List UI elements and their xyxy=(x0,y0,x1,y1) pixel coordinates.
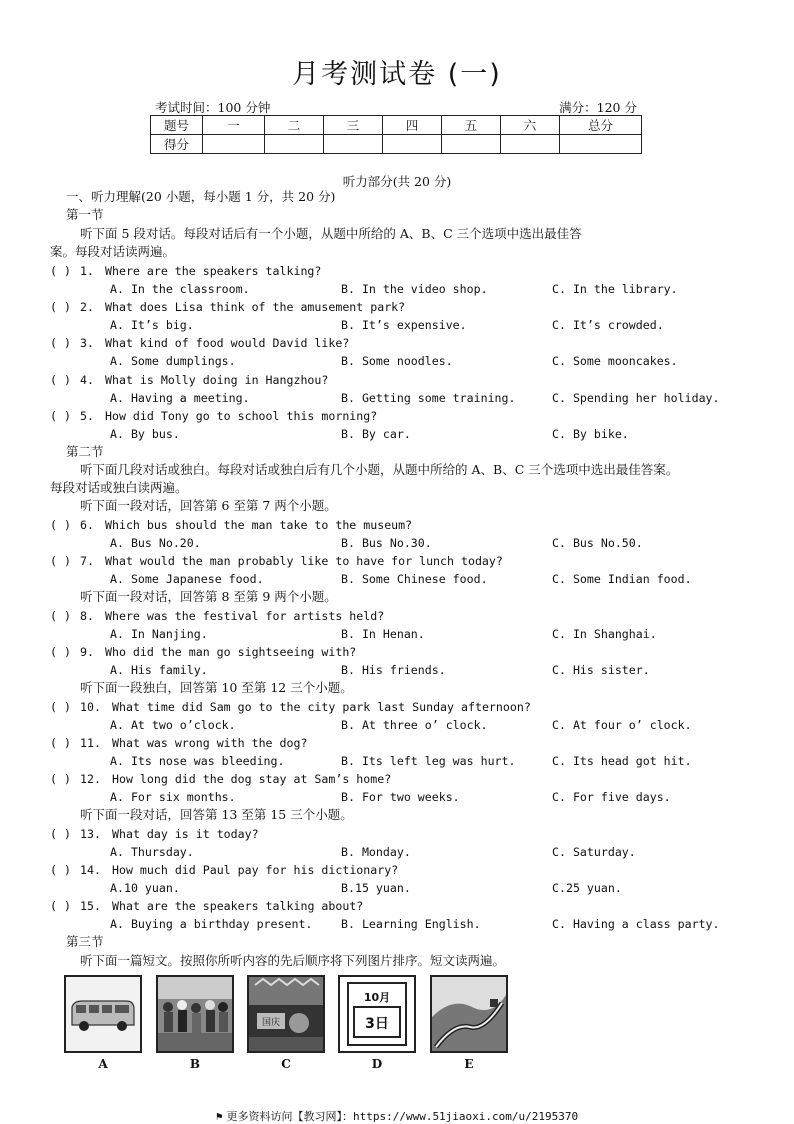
section-2-subheading: 听下面一段对话，回答第 6 至第 7 两个小题。 xyxy=(80,498,337,513)
option-a: A. Having a meeting. xyxy=(110,391,250,405)
option-b: B.15 yuan. xyxy=(341,881,411,895)
option-c: C. It’s crowded. xyxy=(552,318,664,332)
answer-blank[interactable]: ( ) xyxy=(50,863,71,877)
answer-blank[interactable]: ( ) xyxy=(50,700,71,714)
section-2-instructions: 听下面几段对话或独白。每段对话或独白后有几个小题，从题中所给的 A、B、C 三个选项中选出最佳答案。 xyxy=(80,462,679,477)
answer-blank[interactable]: ( ) xyxy=(50,645,71,659)
question-number: 5. xyxy=(80,409,94,423)
question-number: 7. xyxy=(80,554,94,568)
option-c: C. At four o’ clock. xyxy=(552,718,692,732)
score-table-header-row xyxy=(151,116,642,135)
score-cell: 得分 xyxy=(151,135,203,154)
section-2-subheading: 听下面一段对话，回答第 8 至第 9 两个小题。 xyxy=(80,589,337,604)
option-a: A.10 yuan. xyxy=(110,881,180,895)
question-number: 15. xyxy=(80,899,101,913)
picture-a xyxy=(64,975,142,1053)
option-a: A. At two o’clock. xyxy=(110,718,236,732)
picture-label: C xyxy=(281,1057,291,1071)
score-cell: 题号 xyxy=(151,116,203,135)
section-2-subheading: 听下面一段独白，回答第 10 至第 12 三个小题。 xyxy=(80,680,353,695)
score-input-cell[interactable] xyxy=(324,135,383,154)
question-number: 13. xyxy=(80,827,101,841)
score-input-cell[interactable] xyxy=(383,135,442,154)
footer-link[interactable]: 更多资料访问【教习网】：https://www.51jiaoxi.com/u/2195370 xyxy=(226,1110,579,1123)
question-number: 10. xyxy=(80,700,101,714)
question-text: How did Tony go to school this morning? xyxy=(105,409,378,423)
option-a: A. Buying a birthday present. xyxy=(110,917,313,931)
answer-blank[interactable]: ( ) xyxy=(50,373,71,387)
section-3-label: 第三节 xyxy=(66,934,104,949)
option-a: A. In Nanjing. xyxy=(110,627,208,641)
question-text: How long did the dog stay at Sam’s home? xyxy=(112,772,392,786)
question-text: What day is it today? xyxy=(112,827,259,841)
answer-blank[interactable]: ( ) xyxy=(50,554,71,568)
section-title: 听力部分(共 20 分) xyxy=(342,174,452,189)
question-text: How much did Paul pay for his dictionary? xyxy=(112,863,399,877)
score-table-row xyxy=(151,135,642,154)
section-2-subheading: 听下面一段对话，回答第 13 至第 15 三个小题。 xyxy=(80,807,353,822)
exam-time: 考试时间：100 分钟 xyxy=(155,100,271,115)
answer-blank[interactable]: ( ) xyxy=(50,336,71,350)
section-2-label: 第二节 xyxy=(66,444,104,459)
score-input-cell[interactable] xyxy=(265,135,324,154)
score-table xyxy=(150,115,642,154)
option-a: A. It’s big. xyxy=(110,318,194,332)
option-c: C. By bike. xyxy=(552,427,629,441)
celebration-icon xyxy=(249,977,323,1051)
question-text: What time did Sam go to the city park last Sunday afternoon? xyxy=(112,700,531,714)
question-number: 1. xyxy=(80,264,94,278)
option-b: B. Its left leg was hurt. xyxy=(341,754,516,768)
question-number: 2. xyxy=(80,300,94,314)
score-input-cell[interactable] xyxy=(203,135,265,154)
picture-label: D xyxy=(371,1057,383,1071)
option-c: C. Some Indian food. xyxy=(552,572,692,586)
option-a: A. Its nose was bleeding. xyxy=(110,754,285,768)
option-b: B. His friends. xyxy=(341,663,446,677)
option-b: B. At three o’ clock. xyxy=(341,718,488,732)
section-1-instructions: 听下面 5 段对话。每段对话后有一个小题，从题中所给的 A、B、C 三个选项中选出最佳答 xyxy=(80,226,582,241)
question-number: 9. xyxy=(80,645,94,659)
option-a: A. Bus No.20. xyxy=(110,536,201,550)
section-1-label: 第一节 xyxy=(66,207,104,222)
option-a: A. In the classroom. xyxy=(110,282,250,296)
crowd-icon xyxy=(158,977,232,1051)
option-a: A. His family. xyxy=(110,663,208,677)
section-2-instructions-cont: 每段对话或独白读两遍。 xyxy=(50,480,188,495)
section-3-instructions: 听下面一篇短文。按照你所听内容的先后顺序将下列图片排序。短文读两遍。 xyxy=(80,953,506,968)
picture-b xyxy=(156,975,234,1053)
option-b: B. Getting some training. xyxy=(341,391,516,405)
option-c: C. Saturday. xyxy=(552,845,636,859)
question-number: 6. xyxy=(80,518,94,532)
option-b: B. For two weeks. xyxy=(341,790,460,804)
flag-icon: ⚑ xyxy=(215,1110,223,1123)
option-b: B. It’s expensive. xyxy=(341,318,467,332)
option-c: C. Its head got hit. xyxy=(552,754,692,768)
picture-label: E xyxy=(464,1057,474,1071)
picture-label: A xyxy=(98,1057,108,1071)
full-score: 满分：120 分 xyxy=(559,100,637,115)
score-cell: 总分 xyxy=(560,116,642,135)
question-text: Which bus should the man take to the museum? xyxy=(105,518,413,532)
option-a: A. For six months. xyxy=(110,790,236,804)
option-c: C. Bus No.50. xyxy=(552,536,643,550)
answer-blank[interactable]: ( ) xyxy=(50,264,71,278)
question-text: Where was the festival for artists held? xyxy=(105,609,385,623)
answer-blank[interactable]: ( ) xyxy=(50,300,71,314)
score-cell: 五 xyxy=(442,116,501,135)
question-number: 3. xyxy=(80,336,94,350)
option-b: B. In Henan. xyxy=(341,627,425,641)
score-cell: 一 xyxy=(203,116,265,135)
score-cell: 三 xyxy=(324,116,383,135)
question-text: What is Molly doing in Hangzhou? xyxy=(105,373,329,387)
question-number: 12. xyxy=(80,772,101,786)
section-1-instructions-cont: 案。每段对话读两遍。 xyxy=(50,244,176,259)
great-wall-icon xyxy=(432,977,506,1051)
question-text: What does Lisa think of the amusement park? xyxy=(105,300,406,314)
bus-icon xyxy=(66,977,140,1051)
page-title: 月考测试卷 (一) xyxy=(292,59,502,90)
option-b: B. By car. xyxy=(341,427,411,441)
question-number: 8. xyxy=(80,609,94,623)
score-input-cell[interactable] xyxy=(442,135,501,154)
question-text: Who did the man go sightseeing with? xyxy=(105,645,357,659)
score-cell: 四 xyxy=(383,116,442,135)
footer xyxy=(0,1108,794,1124)
calendar-icon xyxy=(340,977,414,1051)
picture-label: B xyxy=(189,1057,201,1071)
answer-blank[interactable]: ( ) xyxy=(50,518,71,532)
answer-blank[interactable]: ( ) xyxy=(50,609,71,623)
answer-blank[interactable]: ( ) xyxy=(50,772,71,786)
answer-blank[interactable]: ( ) xyxy=(50,736,71,750)
option-b: B. Some noodles. xyxy=(341,354,453,368)
score-cell: 六 xyxy=(501,116,560,135)
question-number: 4. xyxy=(80,373,94,387)
question-text: What would the man probably like to have for lunch today? xyxy=(105,554,503,568)
question-text: What kind of food would David like? xyxy=(105,336,350,350)
option-c: C. In the library. xyxy=(552,282,678,296)
picture-c xyxy=(247,975,325,1053)
option-c: C. In Shanghai. xyxy=(552,627,657,641)
option-c: C. His sister. xyxy=(552,663,650,677)
part-heading: 一、听力理解(20 小题，每小题 1 分，共 20 分) xyxy=(66,189,336,204)
answer-blank[interactable]: ( ) xyxy=(50,827,71,841)
question-number: 11. xyxy=(80,736,101,750)
option-c: C. Some mooncakes. xyxy=(552,354,678,368)
question-text: Where are the speakers talking? xyxy=(105,264,322,278)
question-number: 14. xyxy=(80,863,101,877)
option-b: B. Bus No.30. xyxy=(341,536,432,550)
score-input-cell[interactable] xyxy=(560,135,642,154)
calendar-month: 10月 xyxy=(363,991,391,1004)
option-b: B. Learning English. xyxy=(341,917,481,931)
option-b: B. Monday. xyxy=(341,845,411,859)
option-c: C. Having a class party. xyxy=(552,917,720,931)
question-text: What are the speakers talking about? xyxy=(112,899,364,913)
option-c: C.25 yuan. xyxy=(552,881,622,895)
option-a: A. By bus. xyxy=(110,427,180,441)
question-text: What was wrong with the dog? xyxy=(112,736,308,750)
option-b: B. Some Chinese food. xyxy=(341,572,488,586)
option-a: A. Some dumplings. xyxy=(110,354,236,368)
option-a: A. Some Japanese food. xyxy=(110,572,264,586)
picture-d xyxy=(338,975,416,1053)
score-cell: 二 xyxy=(265,116,324,135)
answer-blank[interactable]: ( ) xyxy=(50,899,71,913)
answer-blank[interactable]: ( ) xyxy=(50,409,71,423)
option-b: B. In the video shop. xyxy=(341,282,488,296)
picture-e xyxy=(430,975,508,1053)
calendar-day: 3日 xyxy=(365,1016,389,1032)
option-c: C. For five days. xyxy=(552,790,671,804)
score-input-cell[interactable] xyxy=(501,135,560,154)
option-c: C. Spending her holiday. xyxy=(552,391,720,405)
svg-text:国庆: 国庆 xyxy=(261,1018,281,1028)
option-a: A. Thursday. xyxy=(110,845,194,859)
